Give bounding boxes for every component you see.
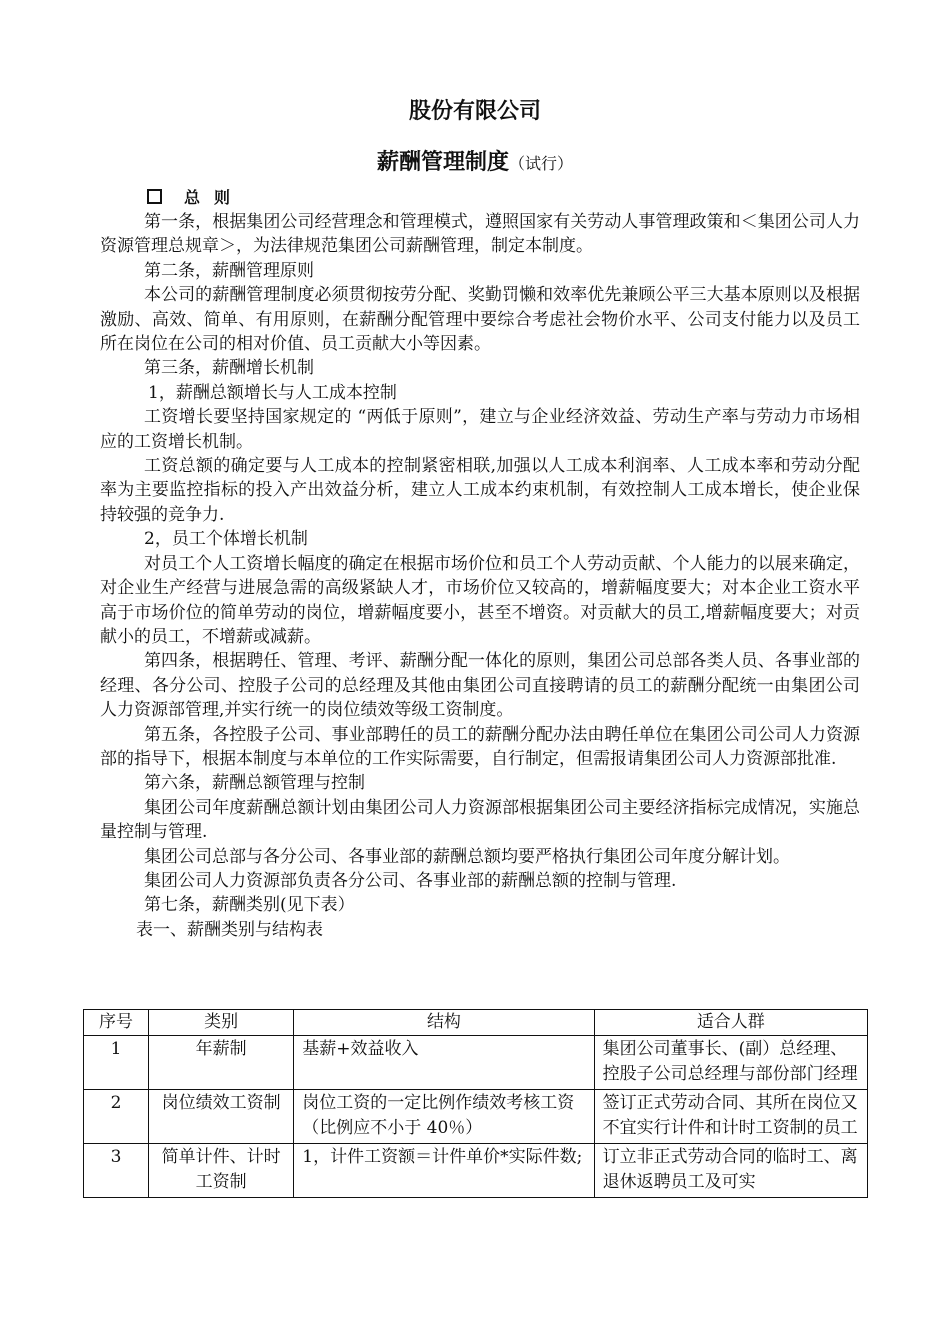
document-title: 股份有限公司 [408, 99, 541, 124]
article-5: 第五条，各控股子公司、事业部聘任的员工的薪酬分配办法由聘任单位在集团公司公司人力资源部的指导下，根据本制度与本单位的工作实际需要，自行制定，但需报请集团公司人力资源部批准. [100, 724, 860, 769]
checkbox-square-icon [147, 189, 162, 204]
article-3-para-1: 工资增长要坚持国家规定的 “两低于原则”，建立与企业经济效益、劳动生产率与劳动力市场相应的工资增长机制。 [100, 407, 860, 452]
table-cell: 签订正式劳动合同、其所在岗位又不宜实行计件和计时工资制的员工 [594, 1090, 867, 1144]
article-2-heading: 第二条，薪酬管理原则 [144, 260, 314, 281]
table-cell: 2 [84, 1090, 149, 1144]
article-2-body: 本公司的薪酬管理制度必须贯彻按劳分配、奖勤罚懒和效率优先兼顾公平三大基本原则以及根据激励、高效、简单、有用原则，在薪酬分配管理中要综合考虑社会物价水平、公司支付能力以及员工所在岗位在公司的相对价值、员工贡献大小等因素。 [100, 285, 860, 355]
table-header-cell: 结构 [294, 1010, 594, 1036]
table-cell: 订立非正式劳动合同的临时工、离退休返聘员工及可实 [594, 1144, 867, 1198]
subtitle-main: 薪酬管理制度 [376, 150, 509, 175]
table-cell: 岗位工资的一定比例作绩效考核工资（比例应不小于 40％） [294, 1090, 594, 1144]
table-caption: 表一、薪酬类别与结构表 [136, 919, 323, 940]
table-row [84, 1036, 868, 1090]
table-cell: 基薪+效益收入 [294, 1036, 594, 1090]
article-6-para-1: 集团公司年度薪酬总额计划由集团公司人力资源部根据集团公司主要经济指标完成情况，实施总量控制与管理. [100, 797, 860, 843]
article-6-para-3: 集团公司人力资源部负责各分公司、各事业部的薪酬总额的控制与管理. [144, 870, 677, 891]
article-4: 第四条，根据聘任、管理、考评、薪酬分配一体化的原则，集团公司总部各类人员、各事业部的经理、各分公司、控股子公司的总经理及其他由集团公司直接聘请的员工的薪酬分配统一由集团公司人力资源部管理,并实行统一的岗位绩效等级工资制度。 [100, 651, 860, 721]
table-header-cell: 序号 [84, 1010, 149, 1036]
article-1: 第一条，根据集团公司经营理念和管理模式，遵照国家有关劳动人事管理政策和＜集团公司人力资源管理总规章＞，为法律规范集团公司薪酬管理，制定本制度。 [100, 212, 860, 257]
table-cell: 年薪制 [149, 1036, 294, 1090]
section-heading [100, 186, 860, 210]
section-heading-char2: 则 [214, 188, 231, 207]
section-heading-char1: 总 [184, 188, 201, 207]
salary-structure-table [83, 1009, 868, 1198]
table-cell: 1 [84, 1036, 149, 1090]
article-3-para-3: 对员工个人工资增长幅度的确定在根据市场价位和员工个人劳动贡献、个人能力的以展来确定，对企业生产经营与进展急需的高级紧缺人才，市场价位又较高的，增薪幅度要大；对本企业工资水平高于市场价位的简单劳动的岗位，增薪幅度要小，甚至不增资。对贡献大的员工,增薪幅度要大；对贡献小的员工，不增薪或减薪。 [100, 553, 860, 647]
table-cell: 简单计件、计时工资制 [149, 1144, 294, 1198]
article-3-item-2: 2，员工个体增长机制 [144, 529, 308, 550]
table-cell: 岗位绩效工资制 [149, 1090, 294, 1144]
article-6-heading: 第六条，薪酬总额管理与控制 [144, 773, 365, 794]
table-cell: 3 [84, 1144, 149, 1198]
subtitle-note: （试行） [509, 154, 574, 173]
document-subtitle [0, 147, 950, 180]
article-3-heading: 第三条，薪酬增长机制 [144, 358, 314, 379]
article-7-heading: 第七条，薪酬类别(见下表） [144, 895, 355, 916]
article-3-para-2: 工资总额的确定要与人工成本的控制紧密相联,加强以人工成本利润率、人工成本率和劳动分配率为主要监控指标的投入产出效益分析，建立人工成本约束机制，有效控制人工成本增长，使企业保持较强的竞争力. [100, 456, 860, 525]
table-row [84, 1144, 868, 1198]
table-cell: 集团公司董事长、(副）总经理、控股子公司总经理与部份部门经理 [594, 1036, 867, 1090]
table-header-row [84, 1010, 868, 1036]
article-3-item-1: 1，薪酬总额增长与人工成本控制 [148, 382, 397, 403]
table-row [84, 1090, 868, 1144]
table-cell: 1，计件工资额＝计件单价*实际件数; [294, 1144, 594, 1198]
article-6-para-2: 集团公司总部与各分公司、各事业部的薪酬总额均要严格执行集团公司年度分解计划。 [144, 846, 790, 867]
table-header-cell: 适合人群 [594, 1010, 867, 1036]
table-header-cell: 类别 [149, 1010, 294, 1036]
document-body [100, 186, 860, 942]
